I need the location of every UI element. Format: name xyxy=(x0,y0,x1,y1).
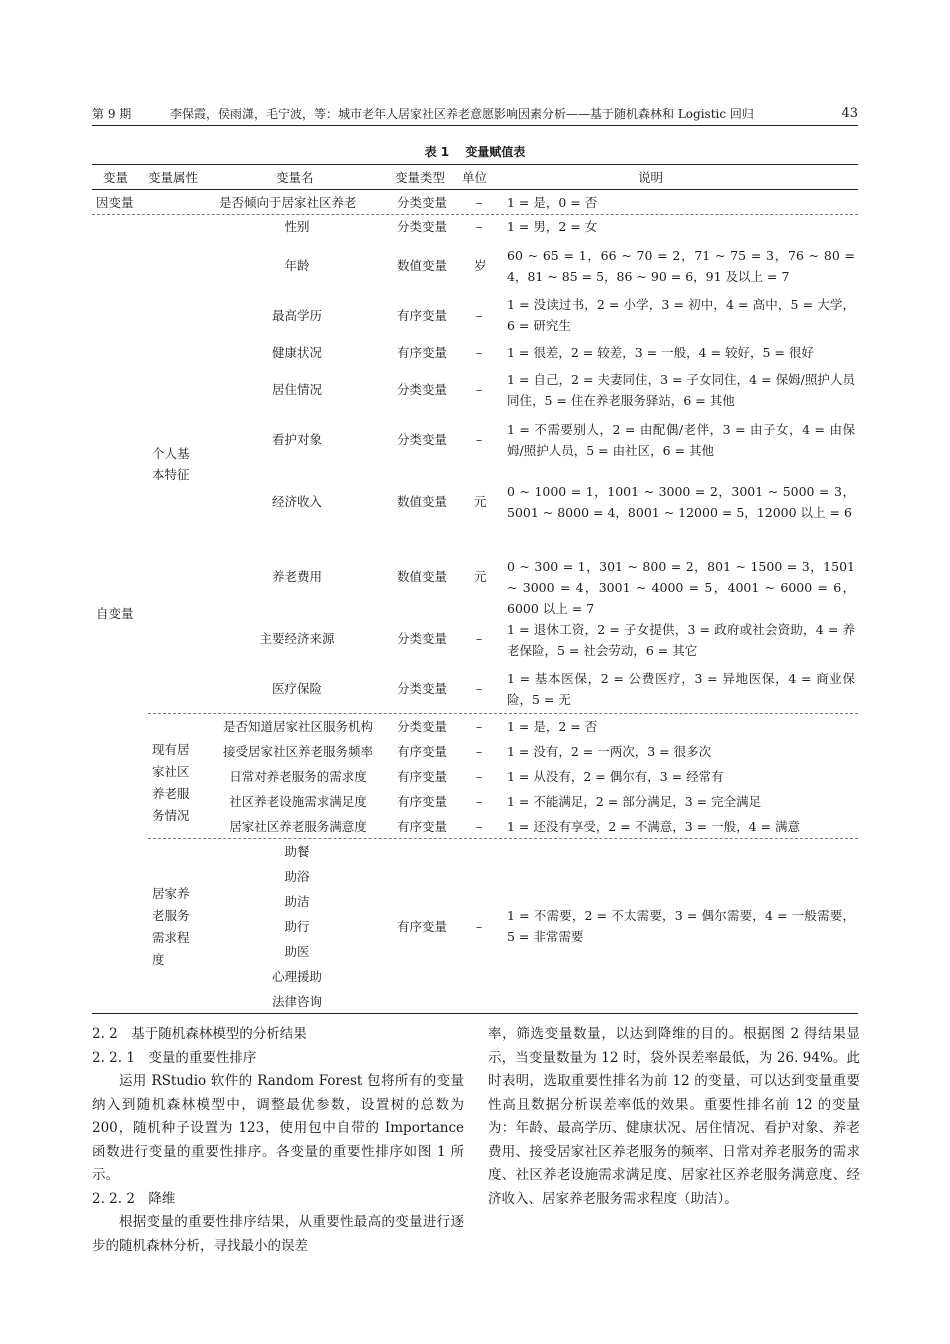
row-unit: – xyxy=(476,432,483,447)
row-unit: – xyxy=(476,794,483,809)
row-unit: – xyxy=(476,769,483,784)
demand-item: 心理援助 xyxy=(271,969,322,984)
row-desc: 1 = 基本医保，2 = 公费医疗，3 = 异地医保，4 = 商业保险，5 = 无 xyxy=(507,671,855,707)
group-demand-label: 居家养老服务需求程度 xyxy=(152,886,190,967)
row-name: 最高学历 xyxy=(271,308,322,323)
row-name: 居住情况 xyxy=(271,382,322,397)
row-desc: 0 ~ 300 = 1，301 ~ 800 = 2，801 ~ 1500 = 3，1501 ~ 3000 = 4，3001 ~ 4000 = 5，4001 ~ 6000 = 6，6000 以上 = 7 xyxy=(507,559,855,616)
row-unit: – xyxy=(476,744,483,759)
row-type: 分类变量 xyxy=(397,681,448,696)
header-row-rule xyxy=(92,189,858,190)
row-name: 接受居家社区养老服务频率 xyxy=(222,744,373,759)
col-header-variable: 变量 xyxy=(103,170,129,185)
row-desc: 60 ~ 65 = 1，66 ~ 70 = 2，71 ~ 75 = 3，76 ~ 80 = 4，81 ~ 85 = 5，86 ~ 90 = 6，91 及以上 = 7 xyxy=(507,248,855,284)
row-unit: 岁 xyxy=(474,258,487,273)
row-desc: 0 ~ 1000 = 1，1001 ~ 3000 = 2，3001 ~ 5000 = 3，5001 ~ 8000 = 4，8001 ~ 12000 = 5，12000 以上 = 6 xyxy=(507,484,855,520)
row-type: 分类变量 xyxy=(397,382,448,397)
row-unit: 元 xyxy=(474,494,487,509)
row-name: 年龄 xyxy=(284,258,310,273)
page-number: 43 xyxy=(841,106,858,121)
row-name: 居家社区养老服务满意度 xyxy=(229,819,367,834)
row-name: 是否知道居家社区服务机构 xyxy=(222,719,373,734)
row-name: 社区养老设施需求满足度 xyxy=(229,794,367,809)
dependent-name: 是否倾向于居家社区养老 xyxy=(219,195,357,210)
section-heading-2-2-1: 2. 2. 1 变量的重要性排序 xyxy=(92,1049,257,1066)
col-header-unit: 单位 xyxy=(462,170,488,185)
row-type: 数值变量 xyxy=(397,569,448,584)
row-name: 看护对象 xyxy=(271,432,322,447)
row-desc: 1 = 是，2 = 否 xyxy=(507,719,598,734)
row-name: 养老费用 xyxy=(271,569,322,584)
group-service-separator xyxy=(148,838,858,839)
row-desc: 1 = 不能满足，2 = 部分满足，3 = 完全满足 xyxy=(507,794,762,809)
row-unit: – xyxy=(476,308,483,323)
row-type: 分类变量 xyxy=(397,432,448,447)
paragraph-dimension-reduction: 根据变量的重要性排序结果，从重要性最高的变量进行逐步的随机森林分析，寻找最小的误差 xyxy=(92,1214,464,1254)
row-type: 有序变量 xyxy=(397,345,448,360)
row-unit: – xyxy=(476,631,483,646)
demand-item: 助餐 xyxy=(284,844,310,859)
row-name: 日常对养老服务的需求度 xyxy=(229,769,367,784)
dependent-type: 分类变量 xyxy=(397,195,448,210)
running-header xyxy=(92,104,858,124)
demand-desc: 1 = 不需要，2 = 不太需要，3 = 偶尔需要，4 = 一般需要，5 = 非常需要 xyxy=(507,908,855,944)
row-desc: 1 = 没读过书，2 = 小学，3 = 初中，4 = 高中，5 = 大学，6 = 研究生 xyxy=(507,297,855,333)
row-type: 分类变量 xyxy=(397,219,448,234)
row-type: 有序变量 xyxy=(397,744,448,759)
row-type: 数值变量 xyxy=(397,258,448,273)
issue-number: 第 9 期 xyxy=(92,107,132,121)
row-name: 主要经济来源 xyxy=(259,631,335,646)
demand-type: 有序变量 xyxy=(397,919,448,934)
row-desc: 1 = 退休工资，2 = 子女提供，3 = 政府或社会资助，4 = 养老保险，5 = 社会劳动，6 = 其它 xyxy=(507,622,855,658)
row-name: 经济收入 xyxy=(271,494,322,509)
row-unit: – xyxy=(476,819,483,834)
group-basic-label: 个人基本特征 xyxy=(152,446,190,482)
section-heading-2-2: 2. 2 基于随机森林模型的分析结果 xyxy=(92,1026,307,1042)
group-service-label: 现有居家社区养老服务情况 xyxy=(152,742,190,823)
group-basic-separator xyxy=(148,713,858,714)
demand-item: 助医 xyxy=(284,944,310,959)
row-desc: 1 = 男，2 = 女 xyxy=(507,219,598,234)
row-unit: – xyxy=(476,719,483,734)
dependent-unit: – xyxy=(476,195,483,210)
dependent-separator xyxy=(92,214,858,215)
row-desc: 1 = 还没有享受，2 = 不满意，3 = 一般，4 = 满意 xyxy=(507,819,800,834)
table-title: 变量赋值表 xyxy=(465,145,526,159)
row-desc: 1 = 不需要别人，2 = 由配偶/老伴，3 = 由子女，4 = 由保姆/照护人员，5 = 由社区，6 = 其他 xyxy=(507,422,855,458)
row-desc: 1 = 没有，2 = 一两次，3 = 很多次 xyxy=(507,744,712,759)
col-header-type: 变量类型 xyxy=(395,170,446,185)
body-right-column xyxy=(488,1023,860,1211)
row-type: 有序变量 xyxy=(397,819,448,834)
row-type: 数值变量 xyxy=(397,494,448,509)
row-type: 有序变量 xyxy=(397,308,448,323)
row-type: 分类变量 xyxy=(397,631,448,646)
table-caption xyxy=(0,143,950,160)
col-header-name: 变量名 xyxy=(276,170,314,185)
row-desc: 1 = 自己，2 = 夫妻同住，3 = 子女同住，4 = 保姆/照护人员同住，5 = 住在养老服务驿站，6 = 其他 xyxy=(507,372,855,408)
demand-item: 助行 xyxy=(284,919,310,934)
table-label: 表 1 xyxy=(424,145,450,159)
running-title: 李保霞，侯雨潇，毛宁波，等：城市老年人居家社区养老意愿影响因素分析——基于随机森林和 Logistic 回归 xyxy=(170,107,754,121)
dependent-desc: 1 = 是，0 = 否 xyxy=(507,195,598,210)
row-desc: 1 = 从没有，2 = 偶尔有，3 = 经常有 xyxy=(507,769,724,784)
col-header-description: 说明 xyxy=(638,170,664,185)
header-rule xyxy=(92,125,858,126)
paragraph-continued: 率，筛选变量数量，以达到降维的目的。根据图 2 得结果显示，当变量数量为 12 时，袋外误差率最低，为 26. 94%。此时表明，选取重要性排名为前 12 的变量，可以达到变量重要性高且数据分析误差率低的效果。重要性排名前 12 的变量为：年龄、最高学历、健康状况、居住情况、看护对象、养老费用、接受居家社区养老服务的频率、日常对养老服务的需求度、社区养老设施需求满足度、居家社区养老服务满意度、经济收入、居家养老服务需求程度（助洁）。 xyxy=(488,1026,860,1207)
row-type: 有序变量 xyxy=(397,769,448,784)
demand-unit: – xyxy=(476,919,483,934)
row-type: 有序变量 xyxy=(397,794,448,809)
section-heading-2-2-2: 2. 2. 2 降维 xyxy=(92,1190,176,1207)
demand-item: 法律咨询 xyxy=(271,994,322,1009)
col-header-attribute: 变量属性 xyxy=(148,170,199,185)
paragraph-importance: 运用 RStudio 软件的 Random Forest 包将所有的变量纳入到随机森林模型中，调整最优参数，设置树的总数为 200，随机种子设置为 123，使用包中自带的 Importance 函数进行变量的重要性排序。各变量的重要性排序如图 1 所示。 xyxy=(92,1073,464,1183)
variable-assignment-table xyxy=(92,164,858,1014)
row-name: 医疗保险 xyxy=(271,681,322,696)
row-unit: – xyxy=(476,681,483,696)
row-unit: – xyxy=(476,219,483,234)
independent-label: 自变量 xyxy=(96,606,134,621)
demand-item: 助浴 xyxy=(284,869,310,884)
row-name: 性别 xyxy=(284,219,310,234)
dependent-label: 因变量 xyxy=(96,195,134,210)
demand-item: 助洁 xyxy=(284,894,310,909)
row-unit: – xyxy=(476,345,483,360)
row-unit: – xyxy=(476,382,483,397)
row-unit: 元 xyxy=(474,569,487,584)
body-left-column xyxy=(92,1023,464,1258)
row-desc: 1 = 很差，2 = 较差，3 = 一般，4 = 较好，5 = 很好 xyxy=(507,345,814,360)
row-type: 分类变量 xyxy=(397,719,448,734)
row-name: 健康状况 xyxy=(271,345,322,360)
